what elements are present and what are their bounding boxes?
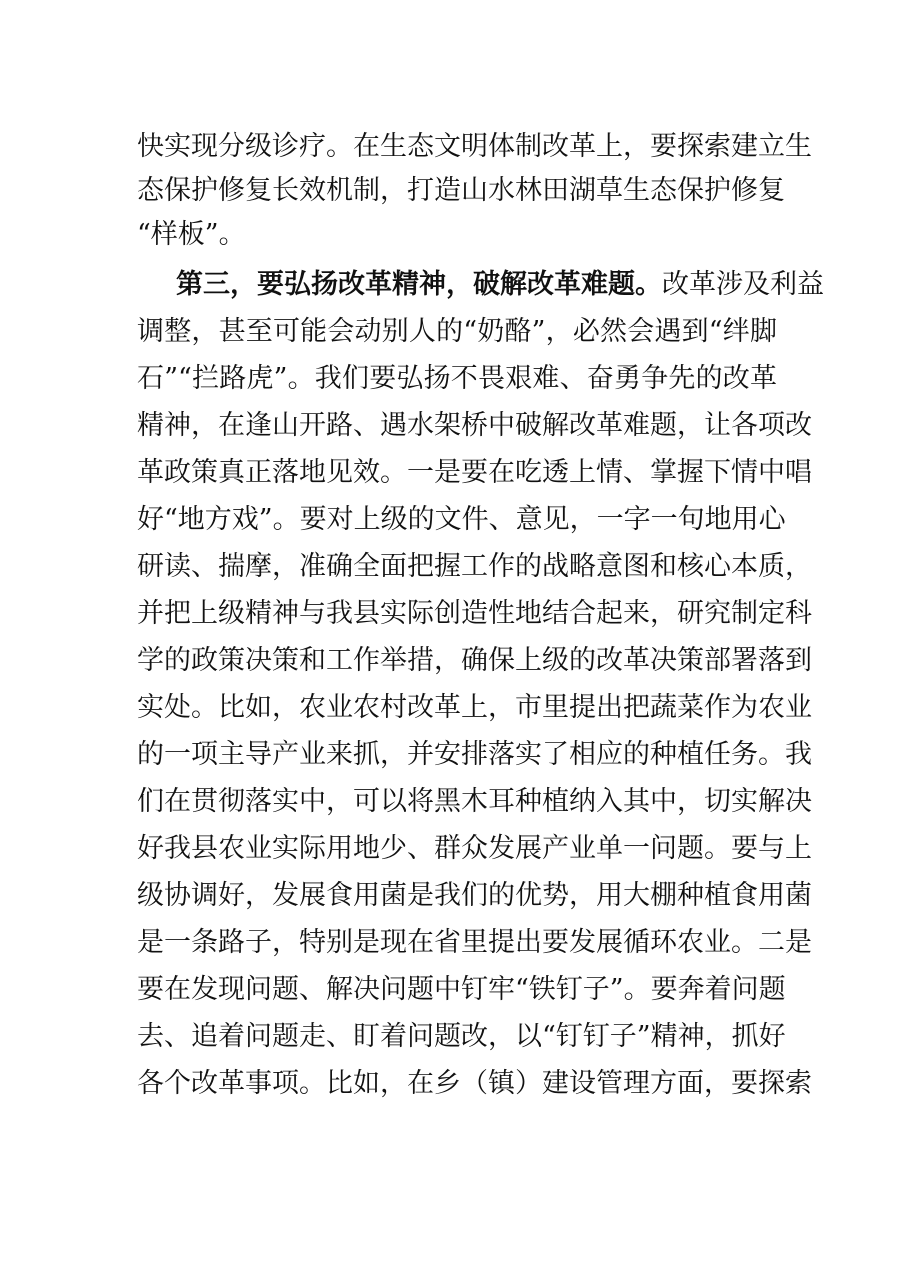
text-line: 们在贯彻落实中，可以将黑木耳种植纳入其中，切实解决 — [137, 786, 812, 817]
text-line: 革政策真正落地见效。一是要在吃透上情、掌握下情中唱 — [137, 457, 812, 488]
text-line: 好我县农业实际用地少、群众发展产业单一问题。要与上 — [137, 833, 812, 864]
paragraph-heading: 第三，要弘扬改革精神，破解改革难题。 — [176, 269, 662, 300]
text-line: 的一项主导产业来抓，并安排落实了相应的种植任务。我 — [137, 739, 812, 770]
text-line: 要在发现问题、解决问题中钉牢“铁钉子”。要奔着问题 — [137, 974, 786, 1005]
text-line: “样板”。 — [137, 219, 246, 250]
text-line: 快实现分级诊疗。在生态文明体制改革上，要探索建立生 — [137, 131, 812, 162]
text-line: 并把上级精神与我县实际创造性地结合起来，研究制定科 — [137, 598, 812, 629]
text-line: 是一条路子，特别是现在省里提出要发展循环农业。二是 — [137, 927, 812, 958]
text-line: 石”“拦路虎”。我们要弘扬不畏艰难、奋勇争先的改革 — [137, 363, 777, 394]
text-line: 学的政策决策和工作举措，确保上级的改革决策部署落到 — [137, 645, 812, 676]
text-line: 去、追着问题走、盯着问题改，以“钉钉子”精神，抓好 — [137, 1021, 786, 1052]
text-line: 态保护修复长效机制，打造山水林田湖草生态保护修复 — [137, 175, 785, 206]
text-line: 实处。比如，农业农村改革上，市里提出把蔬菜作为农业 — [137, 692, 812, 723]
paragraph-first-line — [176, 263, 824, 307]
text-line: 级协调好，发展食用菌是我们的优势，用大棚种植食用菌 — [137, 880, 812, 911]
text-line: 好“地方戏”。要对上级的文件、意见，一字一句地用心 — [137, 504, 786, 535]
text-line: 调整，甚至可能会动别人的“奶酪”，必然会遇到“绊脚 — [137, 316, 777, 347]
text-line: 研读、揣摩，准确全面把握工作的战略意图和核心本质， — [137, 551, 812, 582]
paragraph-text: 改革涉及利益 — [662, 269, 824, 300]
text-line: 各个改革事项。比如，在乡（镇）建设管理方面，要探索 — [137, 1068, 812, 1099]
text-line: 精神，在逢山开路、遇水架桥中破解改革难题，让各项改 — [137, 410, 812, 441]
